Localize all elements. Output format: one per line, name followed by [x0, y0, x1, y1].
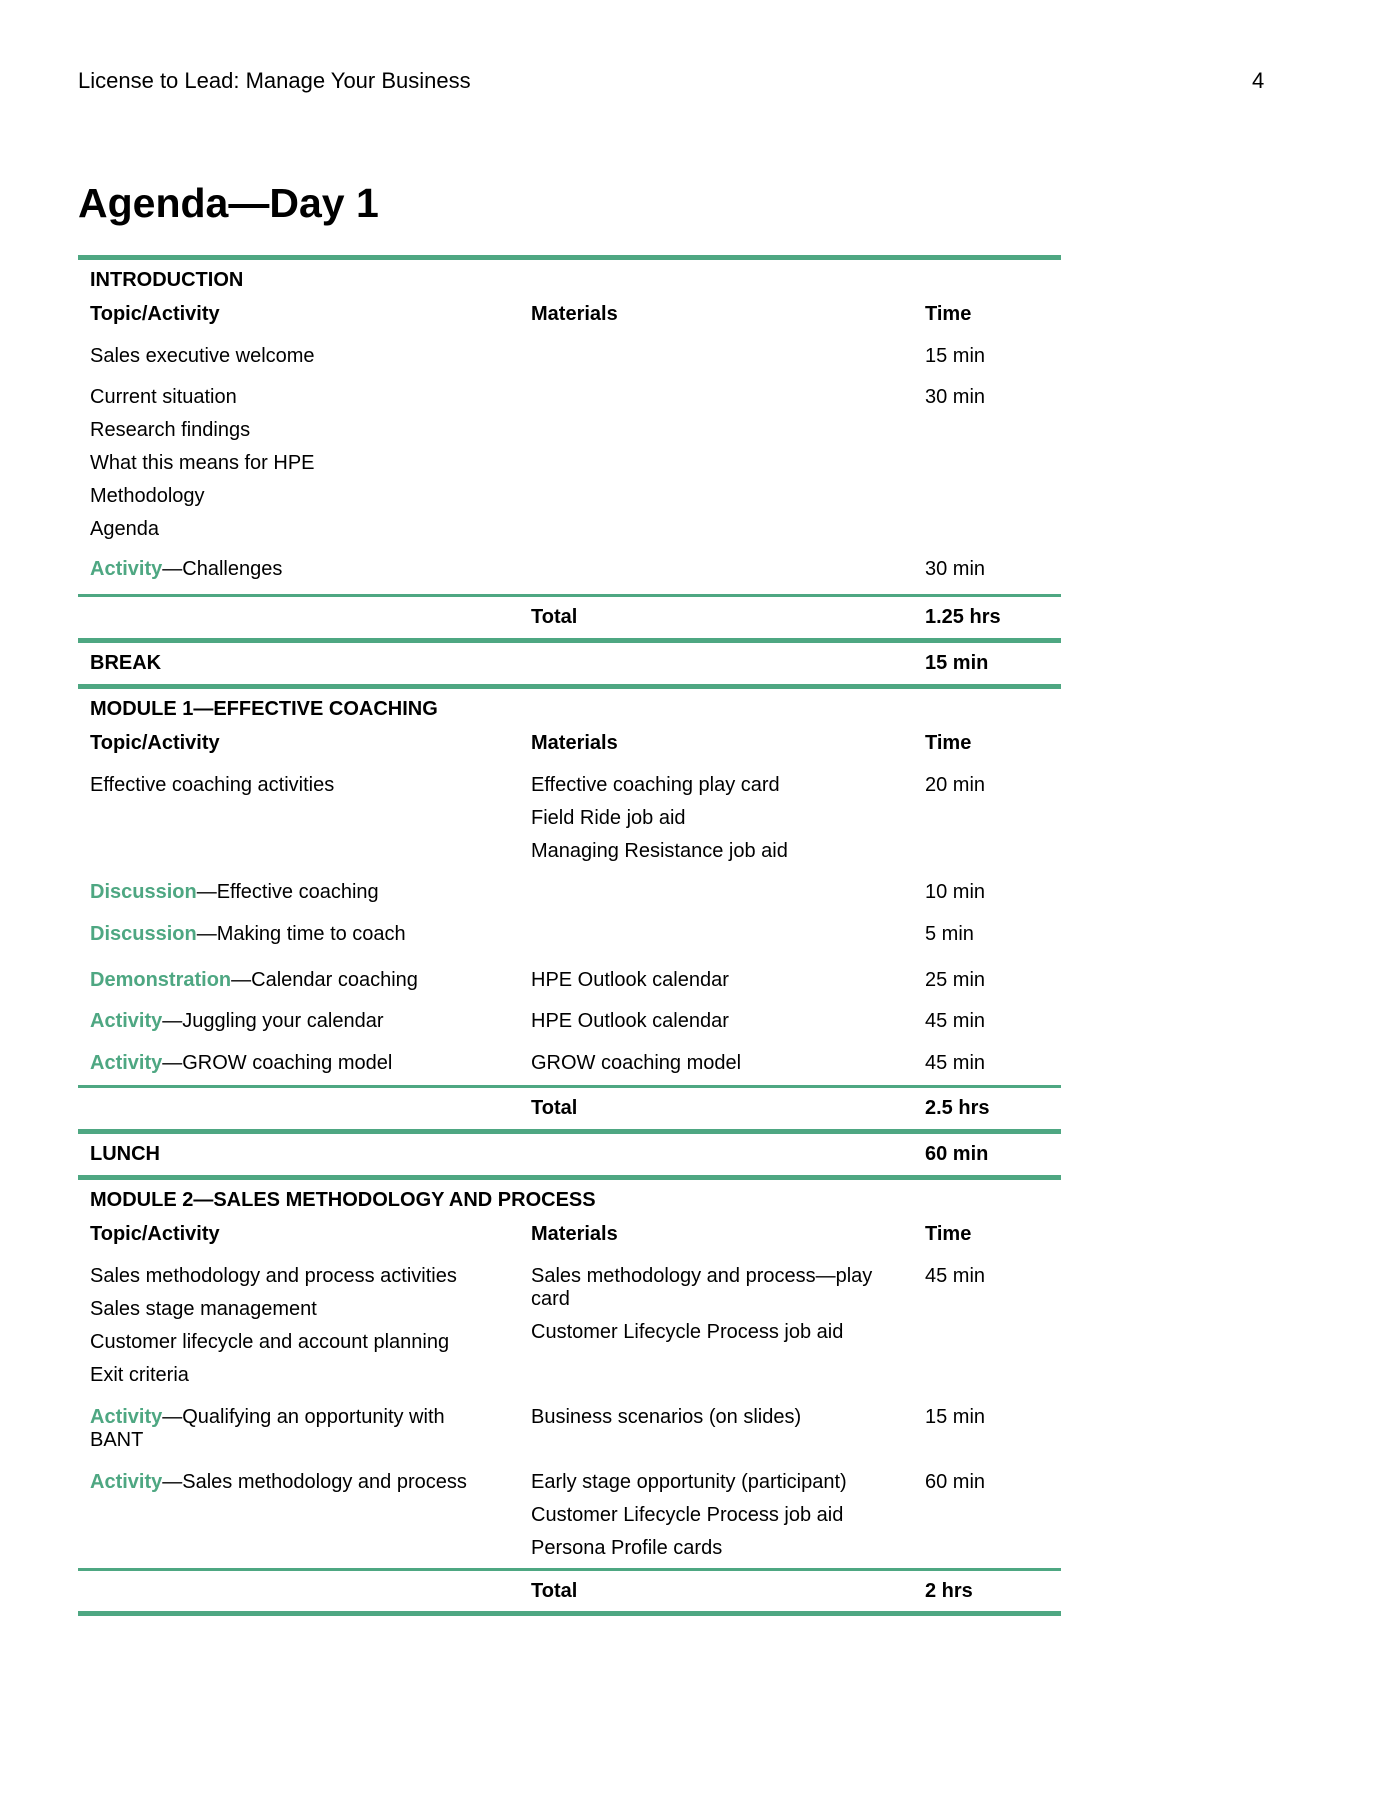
col-header-topic: Topic/Activity: [90, 1223, 220, 1245]
activity-title: —Making time to coach: [196, 923, 406, 945]
agenda-row: [78, 964, 1061, 1005]
agenda-row: [78, 918, 1061, 964]
agenda-row: [78, 1005, 1061, 1047]
topic-cell: [90, 1260, 510, 1392]
total-label: Total: [531, 1097, 578, 1119]
activity-type: Activity: [90, 1052, 163, 1074]
column-header-row: [78, 1218, 1061, 1260]
activity-type: Activity: [90, 1406, 163, 1428]
section-divider: [78, 1611, 1061, 1616]
activity-type: Discussion: [90, 881, 197, 903]
section-heading-row: [78, 689, 1061, 727]
col-header-time: Time: [925, 732, 972, 754]
activity-type: Activity: [90, 558, 163, 580]
materials-cell: HPE Outlook calendar: [531, 1010, 729, 1032]
topic-cell: [90, 1047, 510, 1080]
col-header-materials: Materials: [531, 303, 618, 325]
intro-heading: INTRODUCTION: [90, 269, 244, 291]
agenda-row: [78, 876, 1061, 918]
topic-line: Agenda: [90, 518, 159, 540]
materials-cell: Business scenarios (on slides): [531, 1406, 802, 1428]
material-item: Field Ride job aid: [531, 807, 686, 829]
break-time: 15 min: [925, 652, 989, 674]
topic-cell: Effective coaching activities: [90, 774, 335, 796]
lunch-row: [78, 1134, 1061, 1175]
topic-line: Research findings: [90, 419, 251, 441]
topic-cell: [90, 1005, 510, 1038]
material-item: Managing Resistance job aid: [531, 840, 788, 862]
time-cell: 5 min: [925, 923, 974, 945]
activity-title: —Qualifying an opportunity with BANT: [90, 1406, 445, 1451]
total-label: Total: [531, 606, 578, 628]
activity-type: Activity: [90, 1471, 163, 1493]
total-value: 2.5 hrs: [925, 1097, 990, 1119]
total-row: [78, 597, 1061, 638]
module2-heading: MODULE 2—SALES METHODOLOGY AND PROCESS: [90, 1189, 596, 1211]
activity-type: Demonstration: [90, 969, 232, 991]
activity-type: Activity: [90, 1010, 163, 1032]
activity-type: Discussion: [90, 923, 197, 945]
activity-title: —GROW coaching model: [162, 1052, 393, 1074]
time-cell: 10 min: [925, 881, 986, 903]
topic-cell: [90, 876, 510, 909]
lunch-time: 60 min: [925, 1143, 989, 1165]
col-header-time: Time: [925, 303, 972, 325]
agenda-row: [78, 1260, 1061, 1401]
col-header-topic: Topic/Activity: [90, 732, 220, 754]
total-row: [78, 1571, 1061, 1611]
activity-title: —Sales methodology and process: [162, 1471, 467, 1493]
time-cell: 45 min: [925, 1265, 986, 1287]
col-header-topic: Topic/Activity: [90, 303, 220, 325]
time-cell: 15 min: [925, 345, 986, 367]
topic-line: Sales stage management: [90, 1298, 317, 1320]
topic-cell: [90, 918, 510, 951]
total-label: Total: [531, 1580, 578, 1602]
module1-heading: MODULE 1—EFFECTIVE COACHING: [90, 698, 438, 720]
time-cell: 45 min: [925, 1010, 986, 1032]
material-item: Customer Lifecycle Process job aid: [531, 1321, 844, 1343]
material-item: Sales methodology and process—play card: [531, 1265, 873, 1310]
agenda-row: [78, 1466, 1061, 1568]
time-cell: 25 min: [925, 969, 986, 991]
time-cell: 60 min: [925, 1471, 986, 1493]
topic-cell: [90, 381, 510, 546]
agenda-table: [78, 255, 1061, 1616]
total-value: 2 hrs: [925, 1580, 973, 1602]
col-header-materials: Materials: [531, 1223, 618, 1245]
activity-title: —Calendar coaching: [231, 969, 418, 991]
topic-line: What this means for HPE: [90, 452, 315, 474]
topic-cell: [90, 964, 510, 997]
page-title: Agenda—Day 1: [78, 180, 379, 226]
time-cell: 30 min: [925, 558, 986, 580]
running-header-title: License to Lead: Manage Your Business: [78, 68, 471, 93]
page-number: 4: [1252, 68, 1265, 93]
agenda-row: [78, 1047, 1061, 1085]
activity-title: —Challenges: [162, 558, 283, 580]
agenda-row: [78, 1401, 1061, 1466]
activity-title: —Effective coaching: [196, 881, 379, 903]
materials-cell: [531, 769, 901, 868]
agenda-row: [78, 769, 1061, 876]
time-cell: 15 min: [925, 1406, 986, 1428]
activity-title: —Juggling your calendar: [162, 1010, 384, 1032]
section-heading-row: [78, 260, 1061, 298]
total-value: 1.25 hrs: [925, 606, 1001, 628]
time-cell: 45 min: [925, 1052, 986, 1074]
break-label: BREAK: [90, 652, 162, 674]
topic-line: Exit criteria: [90, 1364, 189, 1386]
col-header-materials: Materials: [531, 732, 618, 754]
total-row: [78, 1088, 1061, 1129]
section-heading-row: [78, 1180, 1061, 1218]
time-cell: 30 min: [925, 386, 986, 408]
agenda-row: [78, 381, 1061, 553]
materials-cell: GROW coaching model: [531, 1052, 742, 1074]
column-header-row: [78, 298, 1061, 340]
material-item: Persona Profile cards: [531, 1537, 723, 1559]
material-item: Effective coaching play card: [531, 774, 780, 796]
time-cell: 20 min: [925, 774, 986, 796]
lunch-label: LUNCH: [90, 1143, 160, 1165]
topic-cell: Sales executive welcome: [90, 345, 315, 367]
materials-cell: HPE Outlook calendar: [531, 969, 729, 991]
topic-line: Current situation: [90, 386, 237, 408]
materials-cell: [531, 1260, 901, 1349]
material-item: Customer Lifecycle Process job aid: [531, 1504, 844, 1526]
materials-cell: [531, 1466, 901, 1565]
topic-line: Methodology: [90, 485, 205, 507]
topic-cell: [90, 553, 510, 586]
topic-cell: [90, 1406, 475, 1452]
agenda-row: [78, 340, 1061, 381]
topic-line: Sales methodology and process activities: [90, 1265, 457, 1287]
col-header-time: Time: [925, 1223, 972, 1245]
topic-cell: [90, 1466, 510, 1499]
material-item: Early stage opportunity (participant): [531, 1471, 847, 1493]
break-row: [78, 643, 1061, 684]
topic-line: Customer lifecycle and account planning: [90, 1331, 450, 1353]
column-header-row: [78, 727, 1061, 769]
agenda-row: [78, 553, 1061, 594]
